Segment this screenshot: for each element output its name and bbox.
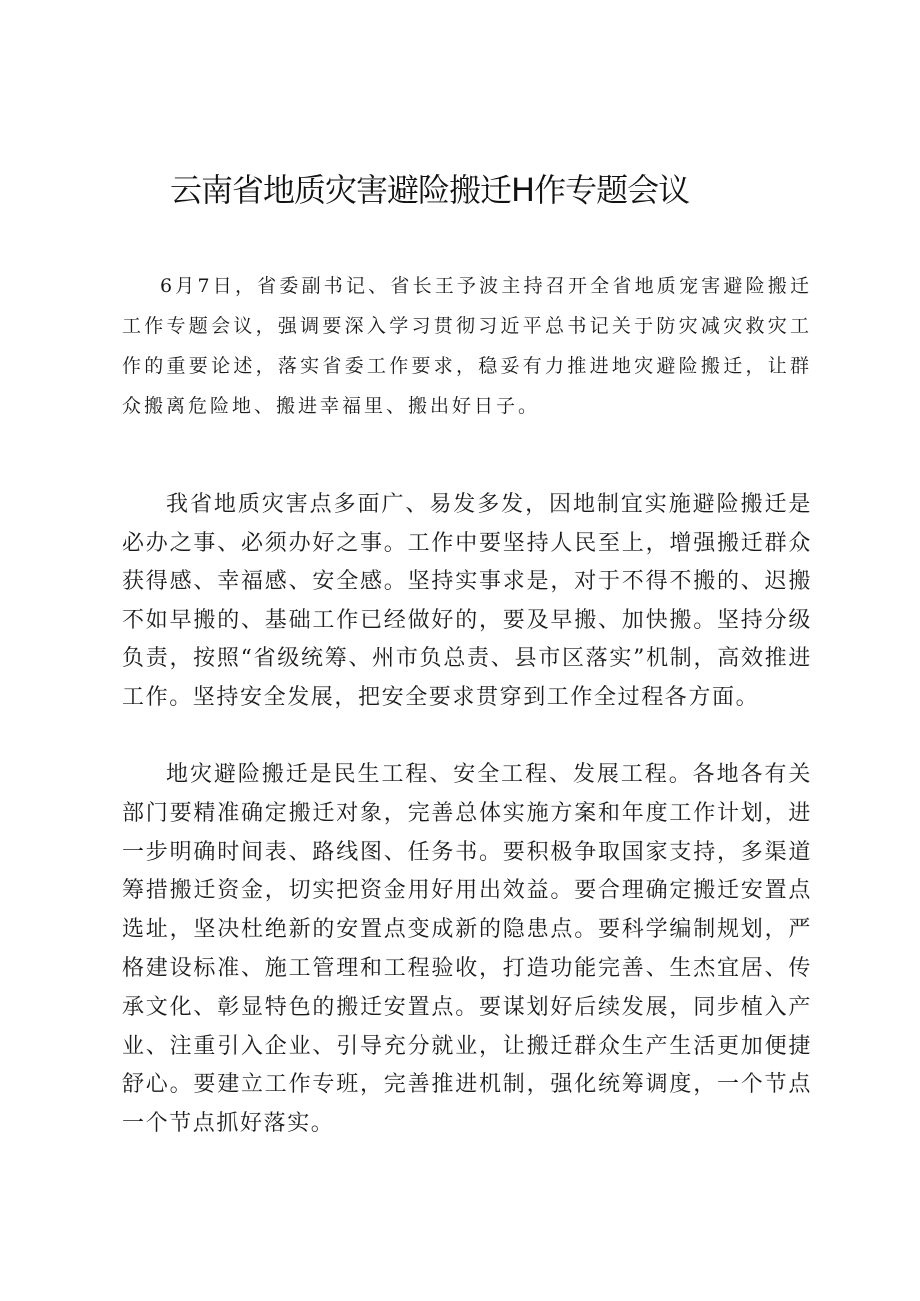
paragraph-principles: 我省地质灾害点多面广、易发多发，因地制宜实施避险搬迁是必办之事、必须办好之事。工作中要坚持人民至上，增强搬迁群众获得感、幸福感、安全感。坚持实事求是，对于不得不搬的、迟搬不如早搬的、基础工作已经做好的，要及早搬、加快搬。坚持分级负责，按照“省级统筹、州市负总责、县市区落实”机制，高效推进工作。坚持安全发展，把安全要求贯穿到工作全过程各方面。 — [122, 492, 812, 710]
paragraph-intro: 6月7日，省委副书记、省长王予波主持召开全省地质宠害避险搬迁工作专题会议，强调要深入学习贯彻习近平总书记关于防灾减灾救灾工作的重要论述，落实省委工作要求，稳妥有力推进地灾避险搬迁，让群众搬离危险地、搬进幸福里、搬出好日子。 — [122, 275, 812, 417]
document-title: 云南省地质灾害避险搬迁H作专题会议 — [170, 171, 690, 209]
paragraph-requirements: 地灾避险搬迁是民生工程、安全工程、发展工程。各地各有关部门要精准确定搬迁对象，完善总体实施方案和年度工作计划，进一步明确时间表、路线图、任务书。要积极争取国家支持，多渠道筹措搬迁资金，切实把资金用好用出效益。要合理确定搬迁安置点选址，坚决杜绝新的安置点变成新的隐患点。要科学编制规划，严格建设标准、施工管理和工程验收，打造功能完善、生杰宜居、传承文化、彰显特色的搬迁安置点。要谋划好后续发展，同步植入产业、注重引入企业、引导充分就业，让搬迁群众生产生活更加便捷舒心。要建立工作专班，完善推进机制，强化统筹调度，一个节点一个节点抓好落实。 — [122, 762, 812, 1137]
